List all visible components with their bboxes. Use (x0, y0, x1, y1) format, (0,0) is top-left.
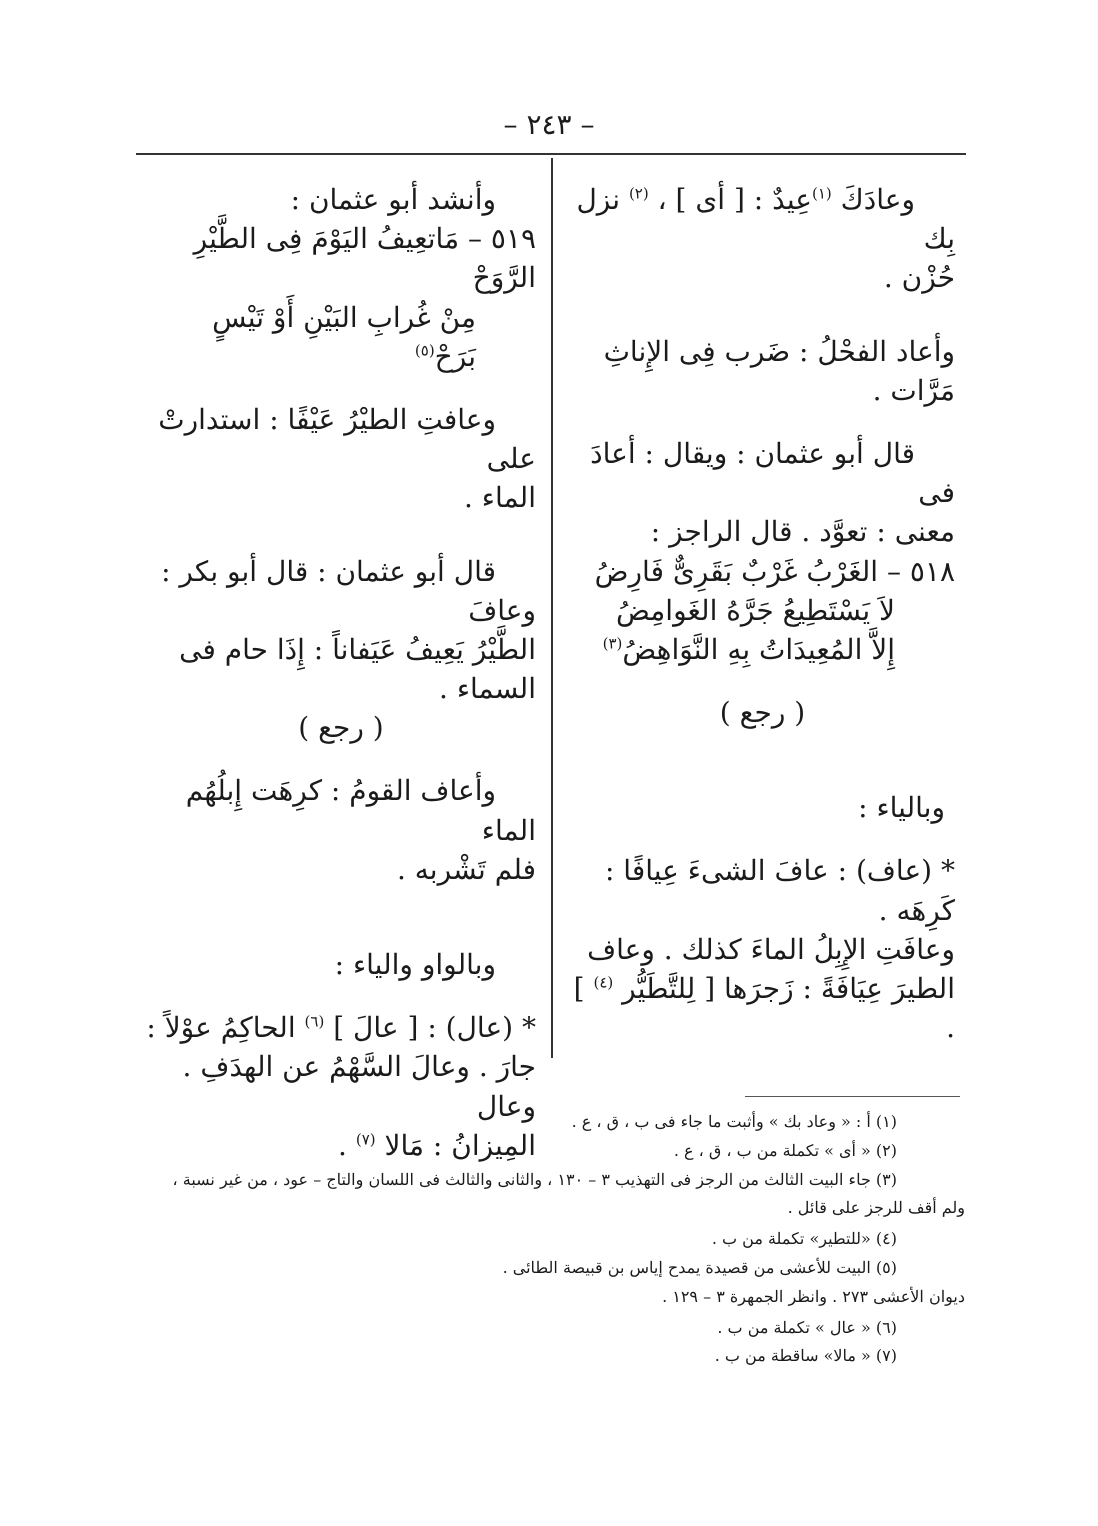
text: وعادَكَ (831, 183, 915, 216)
left-paragraph-3: وأعاف القومُ : كرِهَت إِبلُهُم الماء (185, 774, 536, 847)
text: * (عال) : [ عالَ ] (324, 1011, 536, 1045)
page-number: – ٢٤٣ – (503, 108, 595, 141)
text: . (338, 1128, 356, 1162)
left-paragraph-1-cont: الماء . (464, 481, 536, 515)
verse-518-line-1: ٥١٨ – الغَرْبُ غَرْبٌ بَقَرِىٌّ فَارِضُ (594, 554, 955, 588)
footnote-ref-3: (٣) (602, 634, 623, 653)
footnote-7: (٧) « مالا» ساقطة من ب . (714, 1346, 897, 1366)
footnote-1: (١) أ : « وعاد بك » وأثبت ما جاء فى ب ، ق ، ع . (571, 1112, 897, 1131)
footnote-rule (745, 1096, 960, 1097)
section-heading-ya: وبالياء : (858, 791, 945, 825)
entry-aaf-line-1: * (عاف) : عافَ الشىءَ عِيافًا : كَرِهَه . (604, 854, 955, 927)
footnote-3: (٣) جاء البيت الثالث من الرجز فى التهذيب ٣ – ١٣٠ ، والثانى والثالث فى اللسان والتاج – عود ، من غير نسبة ، (172, 1169, 897, 1189)
text: عِيدٌ : [ أى ] ، (648, 183, 812, 216)
verse-519-line-1: ٥١٩ – مَاتعِيفُ اليَوْمَ فِى الطَّيْرِ الرَّوَحْ (193, 222, 536, 295)
left-paragraph-3-cont: فلم تَشْربه . (396, 852, 536, 886)
left-column (146, 180, 536, 1165)
text: إِلاَّ المُعِيدَاتُ بِهِ النَّوَاهِضُ (622, 632, 895, 666)
left-paragraph-1: وعافتِ الطيْرُ عَيْفًا : استدارتْ على (158, 402, 536, 476)
footnote-4: (٤) «للتطير» تكملة من ب . (711, 1229, 897, 1249)
footnote-6: (٦) « عال » تكملة من ب . (717, 1317, 897, 1337)
right-paragraph-3-cont: معنى : تعوَّد . قال الراجز : (650, 515, 955, 549)
footnote-ref-1: (١) (812, 184, 832, 203)
left-paragraph-2: قال أبو عثمان : قال أبو بكر : وعافَ (161, 554, 536, 627)
footnote-5-cont: ديوان الأعشى ٢٧٣ . وانظر الجمهرة ٣ – ١٢٩ . (662, 1286, 965, 1306)
right-paragraph-3: قال أبو عثمان : ويقال : أعادَ فى (590, 436, 955, 510)
text: مِنْ غُرابِ البَيْنِ أَوْ تَيْسٍ بَرَحْ (212, 300, 476, 373)
footnote-ref-7: (٧) (355, 1130, 376, 1149)
left-paragraph-2-cont: الطَّيْرُ يَعِيفُ عَيَفاناً : إِذَا حام فى السماء . (179, 632, 536, 706)
footnote-ref-6: (٦) (304, 1012, 325, 1031)
verse-518-line-2: لاَ يَسْتَطِيعُ جَرَّهُ الغَوامِضُ (615, 593, 895, 627)
entry-aal-line-2: جارَ . وعالَ السَّهْمُ عن الهدَفِ . وعال (182, 1050, 536, 1123)
right-paragraph-2: وأعاد الفحْلُ : ضَرب فِى الإِناثِ مَرَّات . (603, 334, 955, 407)
footnote-ref-2: (٢) (628, 184, 649, 203)
left-intro: وأنشد أبو عثمان : (290, 183, 496, 216)
header-rule (136, 153, 966, 155)
entry-aaf-line-3 (570, 969, 955, 1047)
text: ] . (573, 972, 955, 1045)
text: الحاكِمُ عوْلاً : (146, 1011, 305, 1045)
column-divider (551, 158, 553, 1058)
footnote-2: (٢) « أى » تكملة من ب ، ق ، ع . (673, 1140, 897, 1160)
right-paragraph-1-cont: حُزْن . (883, 261, 955, 295)
text: المِيزانُ : مَالا (375, 1128, 536, 1162)
footnote-ref-5: (٥) (414, 341, 435, 360)
footnote-ref-4: (٤) (593, 973, 614, 992)
footnote-5: (٥) البيت للأعشى من قصيدة يمدح إياس بن قبيصة الطائى . (502, 1257, 897, 1277)
entry-aal-line-1 (146, 1008, 536, 1047)
right-column (570, 180, 955, 1047)
verse-519-line-2 (146, 298, 536, 376)
verse-518-line-3 (570, 630, 955, 669)
footnotes (135, 1110, 965, 1373)
text: نزل بِك (576, 183, 955, 256)
text: الطيرَ عِيَافَةً : زَجرَها [ لِلتَّطَيُّر (613, 972, 955, 1005)
footnote-3-cont: ولم أقف للرجز على قائل . (787, 1198, 965, 1218)
right-paragraph-1 (570, 180, 955, 258)
rajaa-marker-left: ( رجع ) (298, 711, 384, 745)
section-heading-waw-ya: وبالواو والياء : (334, 948, 496, 981)
rajaa-marker-right: ( رجع ) (719, 696, 806, 730)
entry-aaf-line-2: وعافَتِ الإِبِلُ الماءَ كذلك . وعاف (587, 932, 955, 966)
